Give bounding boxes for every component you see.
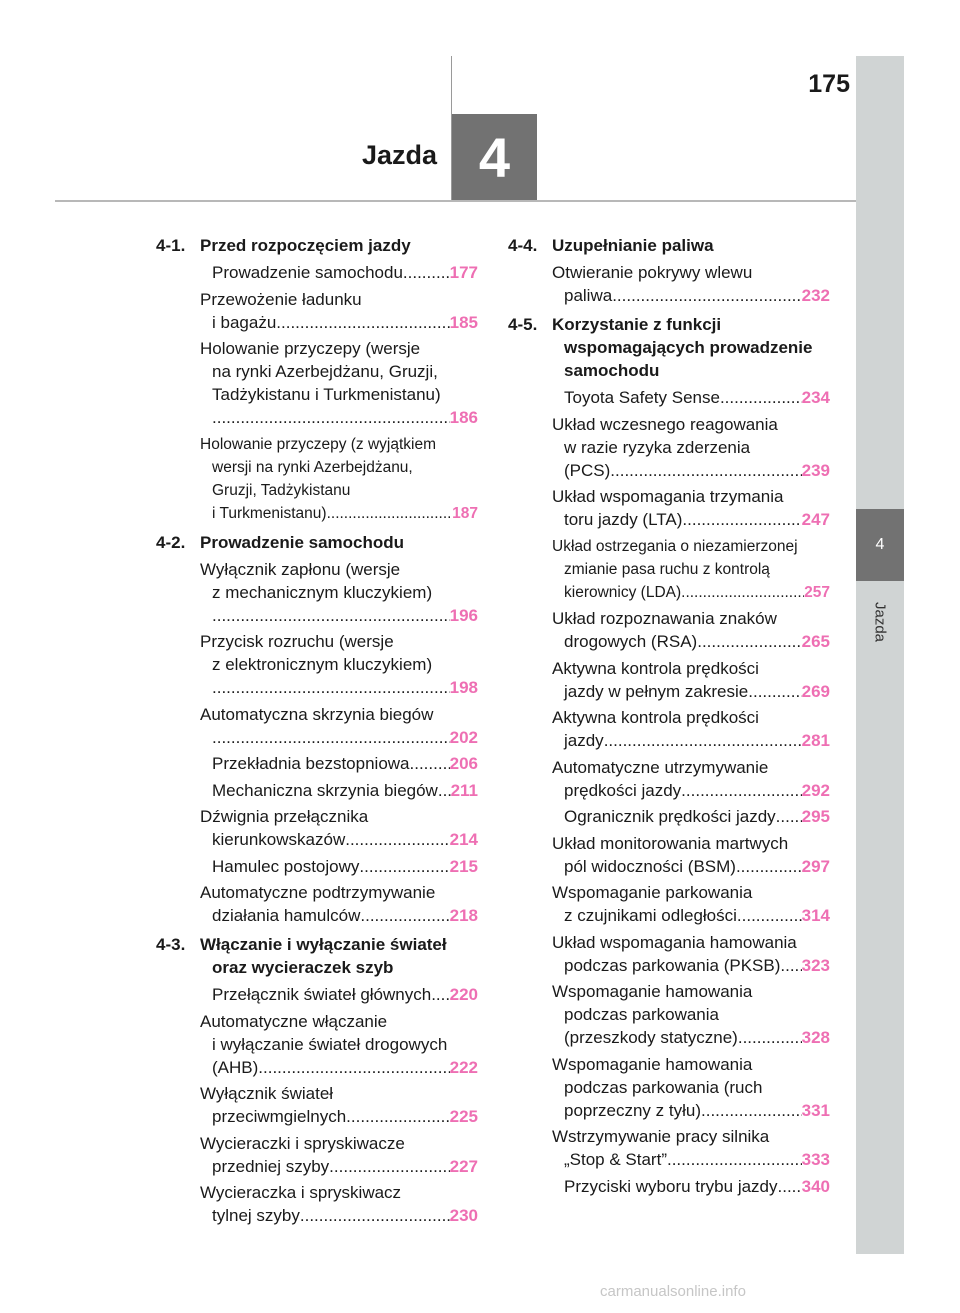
entry-last-line bbox=[212, 779, 478, 802]
entry-last-line bbox=[212, 502, 478, 525]
page-reference-link[interactable]: 269 bbox=[801, 681, 830, 701]
page-reference-link[interactable]: 218 bbox=[449, 906, 478, 925]
page-reference-link[interactable]: 340 bbox=[801, 1176, 830, 1196]
entry-text-line: Wspomaganie parkowania bbox=[552, 883, 753, 902]
page-reference-link[interactable]: 202 bbox=[449, 727, 478, 747]
entry-text-line: paliwa bbox=[564, 286, 613, 305]
page-reference-link[interactable]: 215 bbox=[449, 856, 478, 876]
page-reference-link[interactable]: 239 bbox=[801, 460, 830, 480]
entry-text-line: Otwieranie pokrywy wlewu bbox=[552, 263, 753, 282]
leader-dots bbox=[212, 726, 450, 749]
entry-last-line bbox=[564, 904, 830, 927]
entry-text-line: Aktywna kontrola prędkości bbox=[552, 658, 759, 678]
toc-entry[interactable] bbox=[552, 931, 830, 977]
entry-text-line: Prowadzenie samochodu bbox=[212, 263, 403, 282]
page-reference-link[interactable]: 333 bbox=[801, 1150, 830, 1169]
entry-last-line bbox=[212, 261, 478, 284]
chapter-title: Jazda bbox=[361, 140, 437, 170]
leader-dots bbox=[780, 954, 801, 977]
entry-text-line: (AHB) bbox=[212, 1057, 259, 1077]
page-reference-link[interactable]: 214 bbox=[449, 830, 478, 849]
page-reference-link[interactable]: 232 bbox=[801, 286, 830, 305]
entry-text-line: pól widoczności (BSM) bbox=[564, 856, 736, 876]
toc-entry[interactable] bbox=[552, 261, 830, 307]
toc-entry[interactable] bbox=[200, 703, 478, 749]
leader-dots bbox=[212, 406, 450, 429]
entry-last-line bbox=[564, 680, 830, 703]
page-reference-link[interactable]: 265 bbox=[801, 632, 830, 651]
page-reference-link[interactable]: 295 bbox=[801, 807, 830, 826]
entry-text-line: Tadżykistanu i Turkmenistanu) bbox=[212, 385, 441, 404]
toc-entry[interactable] bbox=[200, 1082, 478, 1128]
section-number: 4-1. bbox=[156, 236, 186, 255]
entry-text-line: Wstrzymywanie pracy silnika bbox=[552, 1127, 770, 1146]
toc-entry[interactable] bbox=[200, 1010, 478, 1079]
toc-entry[interactable] bbox=[552, 386, 830, 409]
toc-entry[interactable] bbox=[200, 752, 478, 775]
page-reference-link[interactable]: 186 bbox=[449, 408, 478, 427]
entry-text-line: kierunkowskazów bbox=[212, 830, 346, 849]
entry-last-line bbox=[212, 1155, 478, 1178]
page-reference-link[interactable]: 314 bbox=[801, 906, 830, 925]
side-tab-label: Jazda bbox=[871, 601, 889, 643]
toc-entry[interactable] bbox=[200, 881, 478, 927]
entry-last-line bbox=[564, 284, 830, 307]
entry-last-line bbox=[564, 1148, 830, 1171]
toc-entry[interactable] bbox=[200, 630, 478, 699]
toc-entry[interactable] bbox=[200, 337, 478, 429]
leader-dots bbox=[329, 1155, 449, 1178]
page-reference-link[interactable]: 206 bbox=[449, 754, 478, 773]
page-number: 175 bbox=[808, 70, 850, 98]
page-reference-link[interactable]: 198 bbox=[449, 678, 478, 697]
leader-dots bbox=[438, 779, 451, 802]
entry-text-line: Gruzji, Tadżykistanu bbox=[212, 481, 351, 499]
chapter-number-box: 4 bbox=[452, 114, 537, 200]
leader-dots bbox=[612, 284, 801, 307]
entry-text-line: Układ monitorowania martwych bbox=[552, 833, 789, 853]
toc-entry[interactable] bbox=[200, 558, 478, 627]
leader-dots bbox=[403, 261, 450, 284]
page-reference-link[interactable]: 220 bbox=[449, 985, 478, 1004]
toc-left-column bbox=[156, 234, 478, 1233]
leader-dots bbox=[276, 311, 449, 334]
entry-text-line: Ogranicznik prędkości jazdy bbox=[564, 807, 776, 826]
entry-text-line: w razie ryzyka zderzenia bbox=[564, 437, 751, 457]
entry-text-line: Układ wspomagania trzymania bbox=[552, 487, 784, 506]
leader-dots bbox=[697, 630, 801, 653]
toc-entry[interactable] bbox=[200, 261, 478, 284]
entry-last-line bbox=[212, 1204, 478, 1227]
entry-text-line: Układ wspomagania hamowania bbox=[552, 932, 797, 952]
entry-last-line bbox=[564, 855, 830, 878]
entry-text-line: podczas parkowania bbox=[564, 1005, 719, 1024]
leader-dots bbox=[736, 855, 802, 878]
page-reference-link[interactable]: 292 bbox=[801, 780, 830, 800]
entry-last-line bbox=[564, 1099, 830, 1122]
entry-last-line bbox=[212, 1105, 478, 1128]
section-number: 4-4. bbox=[508, 236, 538, 255]
section-number: 4-3. bbox=[156, 935, 186, 954]
section-entries bbox=[200, 558, 478, 928]
entry-text-line: Automatyczne podtrzymywanie bbox=[200, 883, 436, 902]
entry-text-line: Wyłącznik zapłonu (wersje bbox=[200, 559, 401, 579]
entry-text-line: jazdy w pełnym zakresie bbox=[564, 681, 749, 701]
toc-entry[interactable] bbox=[552, 881, 830, 927]
entry-text-line: Układ ostrzegania o niezamierzonej bbox=[552, 537, 798, 555]
entry-last-line bbox=[564, 508, 830, 531]
page-reference-link[interactable]: 187 bbox=[452, 504, 478, 522]
header-rule bbox=[55, 200, 856, 202]
leader-dots bbox=[410, 752, 450, 775]
leader-dots bbox=[737, 904, 802, 927]
entry-last-line bbox=[212, 311, 478, 334]
toc-entry[interactable] bbox=[552, 485, 830, 531]
entry-text-line: jazdy bbox=[564, 731, 604, 750]
entry-text-line: Wspomaganie hamowania bbox=[552, 982, 753, 1001]
leader-dots bbox=[431, 983, 449, 1006]
leader-dots bbox=[682, 508, 801, 531]
leader-dots bbox=[748, 680, 801, 703]
entry-last-line bbox=[212, 752, 478, 775]
entry-text-line: Układ wczesnego reagowania bbox=[552, 414, 778, 434]
toc-entry[interactable] bbox=[200, 855, 478, 878]
leader-dots bbox=[359, 855, 449, 878]
toc-entry[interactable] bbox=[552, 535, 830, 604]
entry-text-line: Wyłącznik świateł bbox=[200, 1084, 334, 1103]
leader-dots bbox=[701, 1099, 802, 1122]
toc-entry[interactable] bbox=[552, 756, 830, 802]
entry-text-line: Wycieraczka i spryskiwacz bbox=[200, 1183, 402, 1202]
entry-last-line bbox=[212, 983, 478, 1006]
entry-text-line: kierownicy (LDA) bbox=[564, 583, 682, 601]
entry-text-line: Układ rozpoznawania znaków bbox=[552, 609, 777, 628]
toc-entry[interactable] bbox=[552, 980, 830, 1049]
entry-text-line: toru jazdy (LTA) bbox=[564, 510, 683, 529]
page-reference-link[interactable]: 196 bbox=[449, 605, 478, 625]
entry-text-line: poprzeczny z tyłu) bbox=[564, 1100, 701, 1120]
entry-last-line bbox=[212, 726, 478, 749]
entry-text-line: Automatyczna skrzynia biegów bbox=[200, 704, 434, 724]
toc-right-column bbox=[508, 234, 830, 1204]
entry-text-line: Przycisk rozruchu (wersje bbox=[200, 632, 394, 651]
entry-text-line: Holowanie przyczepy (z wyjątkiem bbox=[200, 435, 437, 453]
entry-text-line: podczas parkowania (ruch bbox=[564, 1077, 763, 1097]
entry-text-line: Przewożenie ładunku bbox=[200, 289, 362, 309]
entry-text-line: (przeszkody statyczne) bbox=[564, 1028, 738, 1047]
leader-dots bbox=[610, 459, 801, 482]
entry-last-line bbox=[564, 630, 830, 653]
entry-text-line: i wyłączanie świateł drogowych bbox=[212, 1034, 448, 1054]
leader-dots bbox=[360, 904, 449, 927]
entry-text-line: Wspomaganie hamowania bbox=[552, 1054, 753, 1074]
entry-last-line bbox=[564, 459, 830, 482]
toc-entry[interactable] bbox=[200, 779, 478, 802]
entry-text-line: drogowych (RSA) bbox=[564, 632, 698, 651]
leader-dots bbox=[346, 1105, 449, 1128]
leader-dots bbox=[604, 729, 802, 752]
entry-last-line bbox=[212, 828, 478, 851]
section-entries bbox=[200, 261, 478, 525]
section-heading bbox=[156, 234, 478, 257]
page-reference-link[interactable]: 185 bbox=[449, 312, 478, 332]
section-number: 4-2. bbox=[156, 532, 186, 552]
section-number: 4-5. bbox=[508, 315, 538, 334]
leader-dots bbox=[212, 676, 450, 699]
leader-dots bbox=[300, 1204, 450, 1227]
entry-text-line: Automatyczne utrzymywanie bbox=[552, 757, 769, 777]
section-entries bbox=[552, 261, 830, 307]
entry-text-line: Przełącznik świateł głównych bbox=[212, 985, 432, 1004]
entry-last-line bbox=[564, 386, 830, 409]
section-heading bbox=[508, 313, 830, 382]
toc-entry[interactable] bbox=[552, 805, 830, 828]
entry-text-line: Przekładnia bezstopniowa bbox=[212, 754, 410, 773]
page-reference-link[interactable]: 227 bbox=[449, 1156, 478, 1176]
entry-last-line bbox=[564, 805, 830, 828]
entry-text-line: i bagażu bbox=[212, 312, 277, 332]
entry-last-line bbox=[212, 904, 478, 927]
section-entries bbox=[552, 386, 830, 1198]
section-title: Przed rozpoczęciem jazdy bbox=[200, 236, 411, 255]
entry-text-line: Automatyczne włączanie bbox=[200, 1011, 388, 1031]
toc-entry[interactable] bbox=[200, 983, 478, 1006]
leader-dots bbox=[720, 386, 802, 409]
entry-text-line: Toyota Safety Sense bbox=[564, 388, 720, 407]
section-title: Korzystanie z funkcji wspomagających prowadzenie samochodu bbox=[552, 315, 813, 380]
entry-text-line: Mechaniczna skrzynia biegów bbox=[212, 780, 438, 800]
section-entries bbox=[200, 983, 478, 1227]
page-reference-link[interactable]: 177 bbox=[449, 263, 478, 282]
page-reference-link[interactable]: 225 bbox=[449, 1107, 478, 1126]
side-strip bbox=[856, 56, 904, 1254]
entry-text-line: przeciwmgielnych bbox=[212, 1107, 347, 1126]
entry-text-line: Holowanie przyczepy (wersje bbox=[200, 339, 421, 358]
toc-entry[interactable] bbox=[200, 805, 478, 851]
toc-entry[interactable] bbox=[552, 1053, 830, 1122]
entry-text-line: Hamulec postojowy bbox=[212, 856, 360, 876]
entry-text-line: prędkości jazdy bbox=[564, 780, 682, 800]
page-reference-link[interactable]: 281 bbox=[801, 731, 830, 750]
entry-text-line: z elektronicznym kluczykiem) bbox=[212, 655, 433, 674]
entry-last-line bbox=[564, 954, 830, 977]
entry-text-line: Dźwignia przełącznika bbox=[200, 807, 369, 826]
page-reference-link[interactable]: 247 bbox=[801, 510, 830, 529]
page-reference-link[interactable]: 257 bbox=[804, 583, 830, 601]
entry-last-line bbox=[212, 1056, 478, 1079]
entry-last-line bbox=[564, 729, 830, 752]
page-reference-link[interactable]: 323 bbox=[801, 955, 830, 975]
entry-text-line: Aktywna kontrola prędkości bbox=[552, 708, 759, 727]
entry-last-line bbox=[564, 1175, 830, 1198]
toc-entry[interactable] bbox=[200, 1181, 478, 1227]
entry-last-line bbox=[564, 779, 830, 802]
leader-dots bbox=[681, 779, 801, 802]
entry-last-line bbox=[212, 855, 478, 878]
toc-entry[interactable] bbox=[200, 288, 478, 334]
page-reference-link[interactable]: 331 bbox=[801, 1100, 830, 1120]
section-heading bbox=[156, 531, 478, 554]
entry-last-line bbox=[564, 581, 830, 604]
watermark: carmanualsonline.info bbox=[600, 1283, 746, 1300]
leader-dots bbox=[212, 604, 450, 627]
leader-dots bbox=[681, 581, 804, 604]
entry-text-line: (PCS) bbox=[564, 460, 611, 480]
leader-dots bbox=[327, 502, 453, 525]
entry-text-line: „Stop & Start” bbox=[564, 1150, 667, 1169]
page-reference-link[interactable]: 211 bbox=[450, 780, 478, 800]
section-title: Uzupełnianie paliwa bbox=[552, 236, 714, 255]
entry-text-line: na rynki Azerbejdżanu, Gruzji, bbox=[212, 362, 438, 381]
entry-text-line: z czujnikami odległości bbox=[564, 906, 737, 925]
toc-entry[interactable] bbox=[200, 433, 478, 525]
entry-last-line bbox=[212, 676, 478, 699]
entry-text-line: zmianie pasa ruchu z kontrolą bbox=[564, 560, 770, 578]
entry-text-line: wersji na rynki Azerbejdżanu, bbox=[212, 458, 413, 476]
entry-last-line bbox=[212, 604, 478, 627]
toc-entry[interactable] bbox=[552, 1125, 830, 1171]
entry-text-line: tylnej szyby bbox=[212, 1206, 300, 1225]
section-title: Prowadzenie samochodu bbox=[200, 532, 405, 552]
toc-entry[interactable] bbox=[200, 1132, 478, 1178]
entry-text-line: przedniej szyby bbox=[212, 1156, 330, 1176]
toc-entry[interactable] bbox=[552, 1175, 830, 1198]
page-reference-link[interactable]: 297 bbox=[801, 856, 830, 876]
leader-dots bbox=[667, 1148, 802, 1171]
page-reference-link[interactable]: 328 bbox=[801, 1028, 830, 1047]
entry-text-line: działania hamulców bbox=[212, 906, 361, 925]
entry-text-line: Przyciski wyboru trybu jazdy bbox=[564, 1176, 778, 1196]
section-title: Włączanie i wyłączanie świateł oraz wycieraczek szyb bbox=[200, 935, 447, 977]
toc-entry[interactable] bbox=[552, 706, 830, 752]
entry-text-line: i Turkmenistanu) bbox=[212, 504, 327, 522]
entry-text-line: z mechanicznym kluczykiem) bbox=[212, 582, 433, 602]
entry-text-line: podczas parkowania (PKSB) bbox=[564, 955, 781, 975]
page-reference-link[interactable]: 234 bbox=[801, 388, 830, 407]
page-reference-link[interactable]: 222 bbox=[449, 1057, 478, 1077]
leader-dots bbox=[778, 1175, 802, 1198]
toc-entry[interactable] bbox=[552, 413, 830, 482]
page-reference-link[interactable]: 230 bbox=[449, 1206, 478, 1225]
leader-dots bbox=[345, 828, 449, 851]
leader-dots bbox=[776, 805, 802, 828]
section-heading bbox=[508, 234, 830, 257]
section-heading bbox=[156, 933, 478, 979]
toc-entry[interactable] bbox=[552, 832, 830, 878]
entry-last-line bbox=[212, 406, 478, 429]
leader-dots bbox=[738, 1026, 802, 1049]
leader-dots bbox=[258, 1056, 449, 1079]
toc-entry[interactable] bbox=[552, 657, 830, 703]
toc-entry[interactable] bbox=[552, 607, 830, 653]
entry-last-line bbox=[564, 1026, 830, 1049]
entry-text-line: Wycieraczki i spryskiwacze bbox=[200, 1133, 405, 1153]
side-tab-chapter[interactable]: 4 bbox=[856, 509, 904, 581]
